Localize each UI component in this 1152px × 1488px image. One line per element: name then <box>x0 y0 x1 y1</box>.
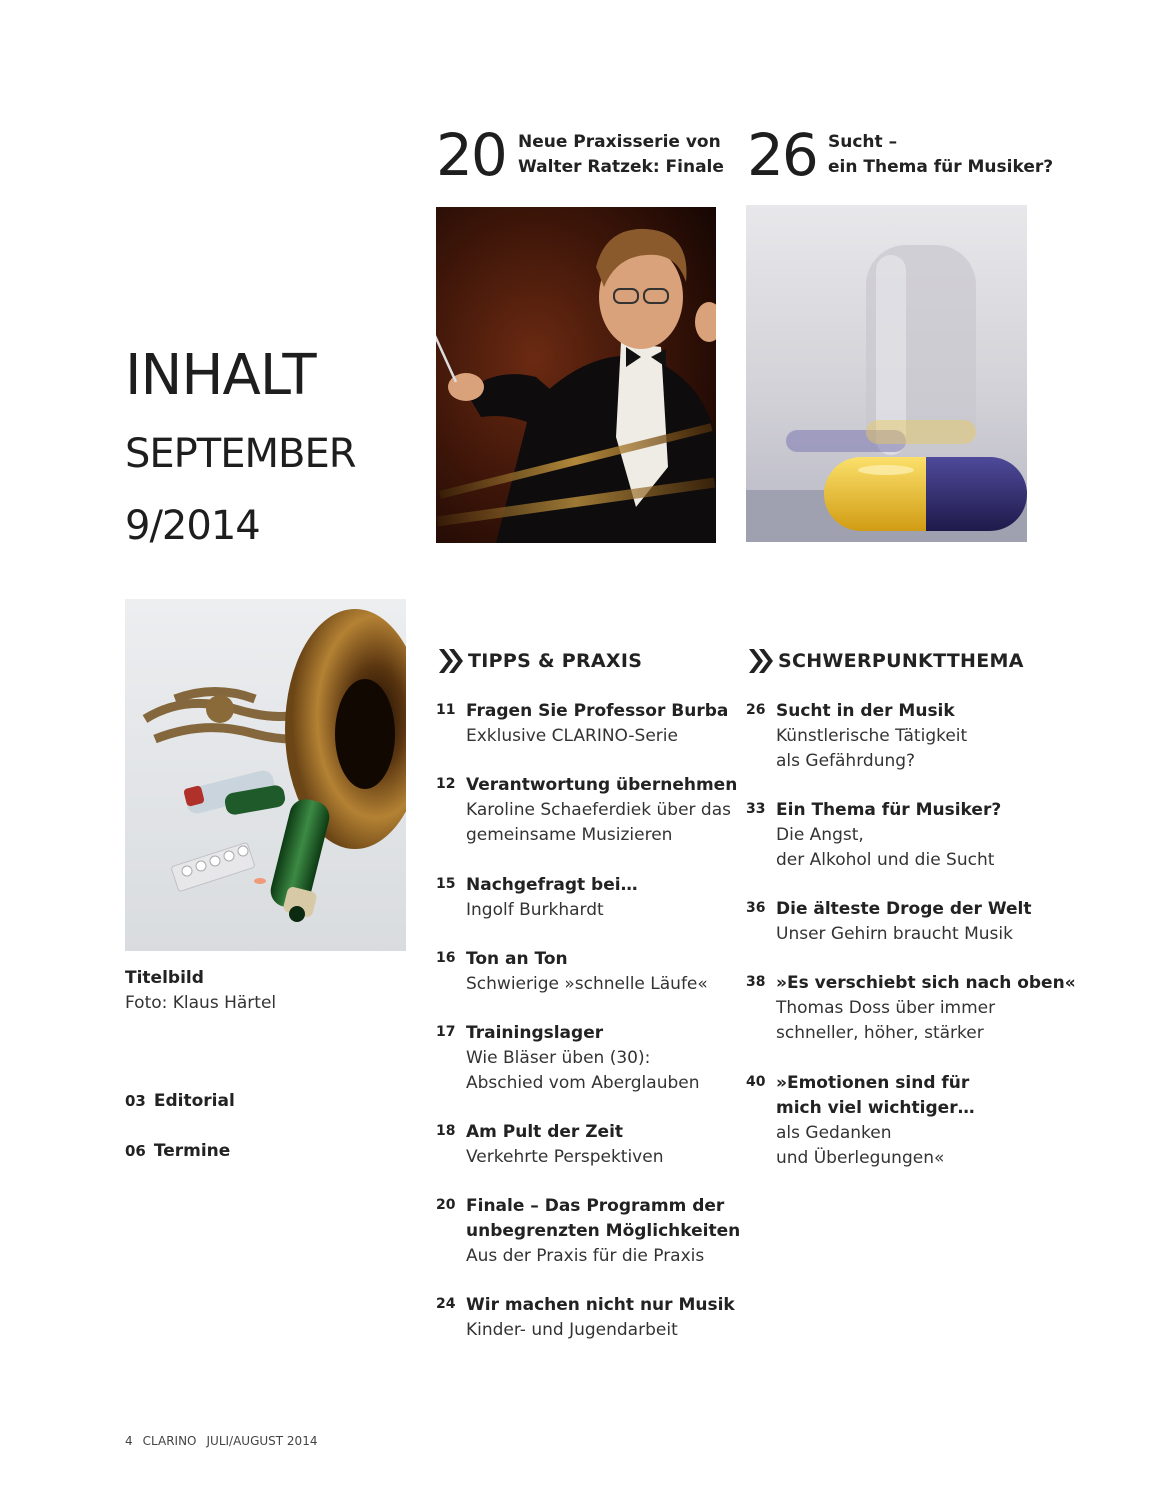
toc-entry-subtitle: Kinder- und Jugendarbeit <box>466 1320 678 1340</box>
toc-entry-text <box>776 971 1076 1046</box>
toc-entry-subtitle: Unser Gehirn braucht Musik <box>776 924 1013 944</box>
toc-entry-page: 16 <box>436 950 456 966</box>
feature-number-26: 26 <box>747 121 817 189</box>
cover-photo[interactable] <box>125 599 406 951</box>
toc-entry-subtitle: Thomas Doss über immer <box>776 998 996 1018</box>
feature-title-26[interactable] <box>828 130 1053 180</box>
toc-item-label: Termine <box>153 1141 231 1161</box>
section-heading-schwerpunkt <box>746 646 1024 676</box>
section-heading-label: TIPPS & PRAXIS <box>468 650 643 672</box>
toc-entry-page: 36 <box>746 900 766 916</box>
toc-item-number: 06 <box>125 1142 146 1160</box>
toc-entry-subtitle: Ingolf Burkhardt <box>466 900 604 920</box>
toc-entry-page: 11 <box>436 702 456 718</box>
toc-entry-title: Sucht in der Musik <box>776 701 955 721</box>
toc-entry-text <box>776 1071 975 1171</box>
toc-entry-subtitle: Die Angst, <box>776 825 864 845</box>
toc-entry-title: mich viel wichtiger… <box>776 1098 975 1118</box>
toc-entry-page: 17 <box>436 1024 456 1040</box>
toc-item-editorial[interactable] <box>125 1091 235 1111</box>
feature-title-20[interactable] <box>518 130 724 180</box>
toc-entry-text <box>466 699 728 749</box>
toc-entry-title: »Es verschiebt sich nach oben« <box>776 973 1076 993</box>
toc-entry-subtitle: Künstlerische Tätigkeit <box>776 726 968 746</box>
toc-entry-title: Am Pult der Zeit <box>466 1122 624 1142</box>
toc-entry-text <box>466 773 737 848</box>
pills-image <box>746 205 1027 542</box>
toc-item-label: Editorial <box>153 1091 235 1111</box>
double-chevron-icon <box>746 646 776 676</box>
pills-photo[interactable] <box>746 205 1027 542</box>
toc-entry-page: 38 <box>746 974 766 990</box>
toc-entry-text <box>466 873 638 923</box>
feature-title-line: Sucht – <box>828 132 898 152</box>
cover-caption-title: Titelbild <box>125 968 204 988</box>
toc-entry-subtitle: Exklusive CLARINO-Serie <box>466 726 678 746</box>
cover-caption-credit: Foto: Klaus Härtel <box>125 993 277 1013</box>
toc-entry-title: Verantwortung übernehmen <box>466 775 738 795</box>
toc-entry-subtitle: Abschied vom Aberglauben <box>466 1073 700 1093</box>
toc-entry-page: 24 <box>436 1296 456 1312</box>
toc-entry-subtitle: Schwierige »schnelle Läufe« <box>466 974 708 994</box>
toc-entry-text <box>466 947 708 997</box>
toc-item-number: 03 <box>125 1092 146 1110</box>
toc-entry-title: »Emotionen sind für <box>776 1073 970 1093</box>
page-title: INHALT <box>125 343 316 408</box>
toc-entry-page: 33 <box>746 801 766 817</box>
toc-entry-text <box>466 1194 740 1269</box>
toc-entry-page: 20 <box>436 1197 456 1213</box>
toc-entry-subtitle: Aus der Praxis für die Praxis <box>466 1246 705 1266</box>
toc-entry-text <box>466 1120 663 1170</box>
toc-entry-page: 40 <box>746 1074 766 1090</box>
toc-entry-title: Ton an Ton <box>466 949 568 969</box>
toc-entry-title: Die älteste Droge der Welt <box>776 899 1032 919</box>
footer-page-number: 4 <box>125 1434 133 1448</box>
toc-entry-subtitle: als Gefährdung? <box>776 751 916 771</box>
cover-image <box>125 599 406 951</box>
toc-entry-subtitle: schneller, höher, stärker <box>776 1023 984 1043</box>
double-chevron-icon <box>436 646 466 676</box>
toc-entry-page: 15 <box>436 876 456 892</box>
toc-entry-title: Nachgefragt bei… <box>466 875 638 895</box>
feature-title-line: Neue Praxisserie von <box>518 132 721 152</box>
toc-entry-text <box>776 798 1001 873</box>
section-heading-tipps <box>436 646 642 676</box>
footer-date: JULI/AUGUST 2014 <box>206 1434 318 1448</box>
feature-title-line: ein Thema für Musiker? <box>828 157 1054 177</box>
toc-entry-page: 26 <box>746 702 766 718</box>
toc-entry-subtitle: als Gedanken <box>776 1123 892 1143</box>
toc-entry-title: Ein Thema für Musiker? <box>776 800 1002 820</box>
conductor-image <box>436 207 716 543</box>
toc-entry-subtitle: Verkehrte Perspektiven <box>466 1147 664 1167</box>
section-heading-label: SCHWERPUNKTTHEMA <box>778 650 1024 672</box>
toc-entry-title: Trainingslager <box>466 1023 604 1043</box>
feature-title-line: Walter Ratzek: Finale <box>518 157 724 177</box>
toc-entry-page: 18 <box>436 1123 456 1139</box>
toc-entry-subtitle: der Alkohol und die Sucht <box>776 850 995 870</box>
toc-entry-page: 12 <box>436 776 456 792</box>
cover-caption <box>125 966 276 1016</box>
page-footer <box>125 1434 327 1448</box>
feature-number-20: 20 <box>436 121 506 189</box>
toc-entry-text <box>466 1021 700 1096</box>
toc-entry-title: Wir machen nicht nur Musik <box>466 1295 735 1315</box>
toc-entry-subtitle: Wie Bläser üben (30): <box>466 1048 651 1068</box>
issue-number: 9/2014 <box>125 503 260 549</box>
issue-month: SEPTEMBER <box>125 431 356 477</box>
toc-item-termine[interactable] <box>125 1141 230 1161</box>
toc-entry-subtitle: gemeinsame Musizieren <box>466 825 673 845</box>
conductor-photo[interactable] <box>436 207 716 543</box>
toc-entry-title: unbegrenzten Möglichkeiten <box>466 1221 741 1241</box>
toc-entry-text <box>466 1293 735 1343</box>
footer-magazine: CLARINO <box>142 1434 197 1448</box>
toc-entry-title: Finale – Das Programm der <box>466 1196 725 1216</box>
toc-entry-title: Fragen Sie Professor Burba <box>466 701 729 721</box>
toc-entry-subtitle: Karoline Schaeferdiek über das <box>466 800 731 820</box>
toc-entry-subtitle: und Überlegungen« <box>776 1148 945 1168</box>
toc-entry-text <box>776 897 1031 947</box>
toc-entry-text <box>776 699 967 774</box>
